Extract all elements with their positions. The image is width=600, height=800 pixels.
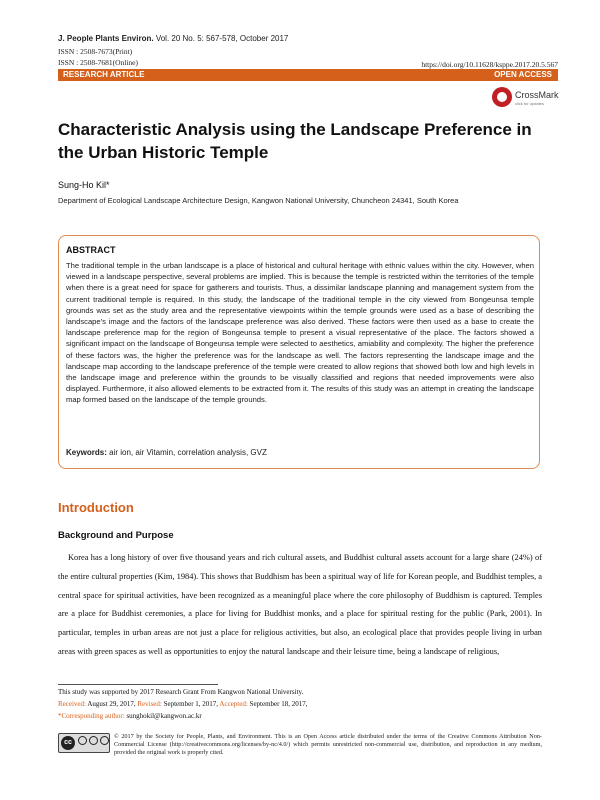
dates-line — [58, 700, 307, 708]
license-text: © 2017 by the Society for People, Plants, and Environment. This is an Open Access article distributed under the terms of the Creative Commons Attribution Non-Commercial License (http://creativecommons.org/licenses/by-nc/4.0/) which permits unrestricted non-commercial use, distribution, and reproduction in any medium, provided the original work is properly cited. — [114, 733, 542, 757]
crossmark-label: CrossMark — [515, 90, 559, 100]
body-paragraph: Korea has a long history of over five thousand years and rich cultural assets, and Buddhist cultural assets account for a large share (24%) of the entire cultural properties (Kim, 1984). This shows that Buddhism has been a spiritual way of life for Korean people, and Buddhist temples, a central space for spiritual activities, have been recognized as a meaningful place where the core philosophy of Buddhism is captured. Temples are a place for Buddhist ceremonies, a place for living for Buddhist monks, and a place for spiritual resting for the public (Park, 2001). In particular, temples in urban areas are not just a place for religious activities, but also, an ecological place that provides people living in urban areas with green spaces as well as opportunities to enjoy the natural landscape and their leisure time, being a landscape of religious, — [58, 553, 542, 656]
abstract-box — [58, 235, 540, 469]
cc-license-badge[interactable] — [58, 733, 110, 753]
corresponding-line — [58, 712, 202, 720]
revised-label: Revised: — [137, 700, 162, 708]
subsection-title: Background and Purpose — [58, 530, 174, 541]
crossmark-icon — [492, 87, 512, 107]
crossmark-badge[interactable] — [492, 87, 559, 113]
by-icon — [78, 736, 87, 745]
cc-icon: cc — [61, 736, 75, 750]
abstract-heading: ABSTRACT — [66, 245, 116, 255]
doi-link[interactable]: https://doi.org/10.11628/ksppe.2017.20.5.567 — [421, 60, 558, 69]
article-title: Characteristic Analysis using the Landscape Preference in the Urban Historic Temple — [58, 120, 532, 162]
article-type-bar — [58, 69, 558, 81]
open-access-label: OPEN ACCESS — [494, 70, 552, 79]
issn-print: ISSN : 2508-7673(Print) — [58, 47, 133, 56]
corresponding-label: *Corresponding author: — [58, 712, 125, 720]
funding-note: This study was supported by 2017 Research Grant From Kangwon National University. — [58, 688, 304, 696]
journal-issue: Vol. 20 No. 5: 567-578, October 2017 — [155, 34, 289, 43]
affiliation: Department of Ecological Landscape Architecture Design, Kangwon National University, Chuncheon 24341, South Korea — [58, 196, 459, 205]
license-icon — [100, 736, 109, 745]
received-date: August 29, 2017, — [87, 700, 136, 708]
corresponding-email[interactable]: sunghokil@kangwon.ac.kr — [126, 712, 202, 720]
keywords-list: air ion, air Vitamin, correlation analysis, GVZ — [109, 448, 267, 457]
issn-online: ISSN : 2508-7681(Online) — [58, 58, 138, 67]
nc-icon — [89, 736, 98, 745]
received-label: Received: — [58, 700, 86, 708]
journal-citation — [58, 34, 288, 43]
keywords-label: Keywords: — [66, 448, 107, 457]
journal-name: J. People Plants Environ. — [58, 34, 154, 43]
revised-date: September 1, 2017, — [163, 700, 219, 708]
abstract-text: The traditional temple in the urban landscape is a place of historical and cultural heritage with ethnic values within the city. However, when viewed in a landscape perspective, several problems are implied. This is because the temple is restricted within the territories of the temple when there is a great need for space for gatherers and tourists. Thus, a dissimilar landscape planning and management system from the current traditional temple is required. In this study, the landscape of the traditional temple in the city viewed from Bongeunsa temple grounds was set as the study area and the representative viewpoints within the temple grounds were used as a base of describing the landscape's image and the factors of the landscape preference was also derived. These factors were then used as a base to create the landscape preference map for the region of Bongeunsa temple to present a visual representative of the place. The factors showed a significant impact on the landscape of Bongeunsa temple were selected to aesthetics, amiability and complexity. The higher the preference of these factors was, the higher the preference was for the landscape as well. The factors representing the landscape image and the landscape map according to the landscape preference of the temple were created to allow regions that showed both low and high levels in the landscape image and preference within the grounds to be visually classified and regions that needed improvements were also displayed. Furthermore, it also allowed elements to be extracted from it. The results of this study was an attempt in creating the landscape map formed based on the landscape of the temple grounds. — [66, 261, 534, 405]
keywords — [66, 448, 267, 457]
crossmark-sub: click for updates — [515, 101, 544, 106]
accepted-label: Accepted: — [219, 700, 248, 708]
accepted-date: September 18, 2017, — [249, 700, 308, 708]
author: Sung-Ho Kil* — [58, 180, 110, 190]
footnote-divider — [58, 684, 218, 685]
section-title: Introduction — [58, 500, 134, 515]
article-type: RESEARCH ARTICLE — [63, 70, 145, 79]
